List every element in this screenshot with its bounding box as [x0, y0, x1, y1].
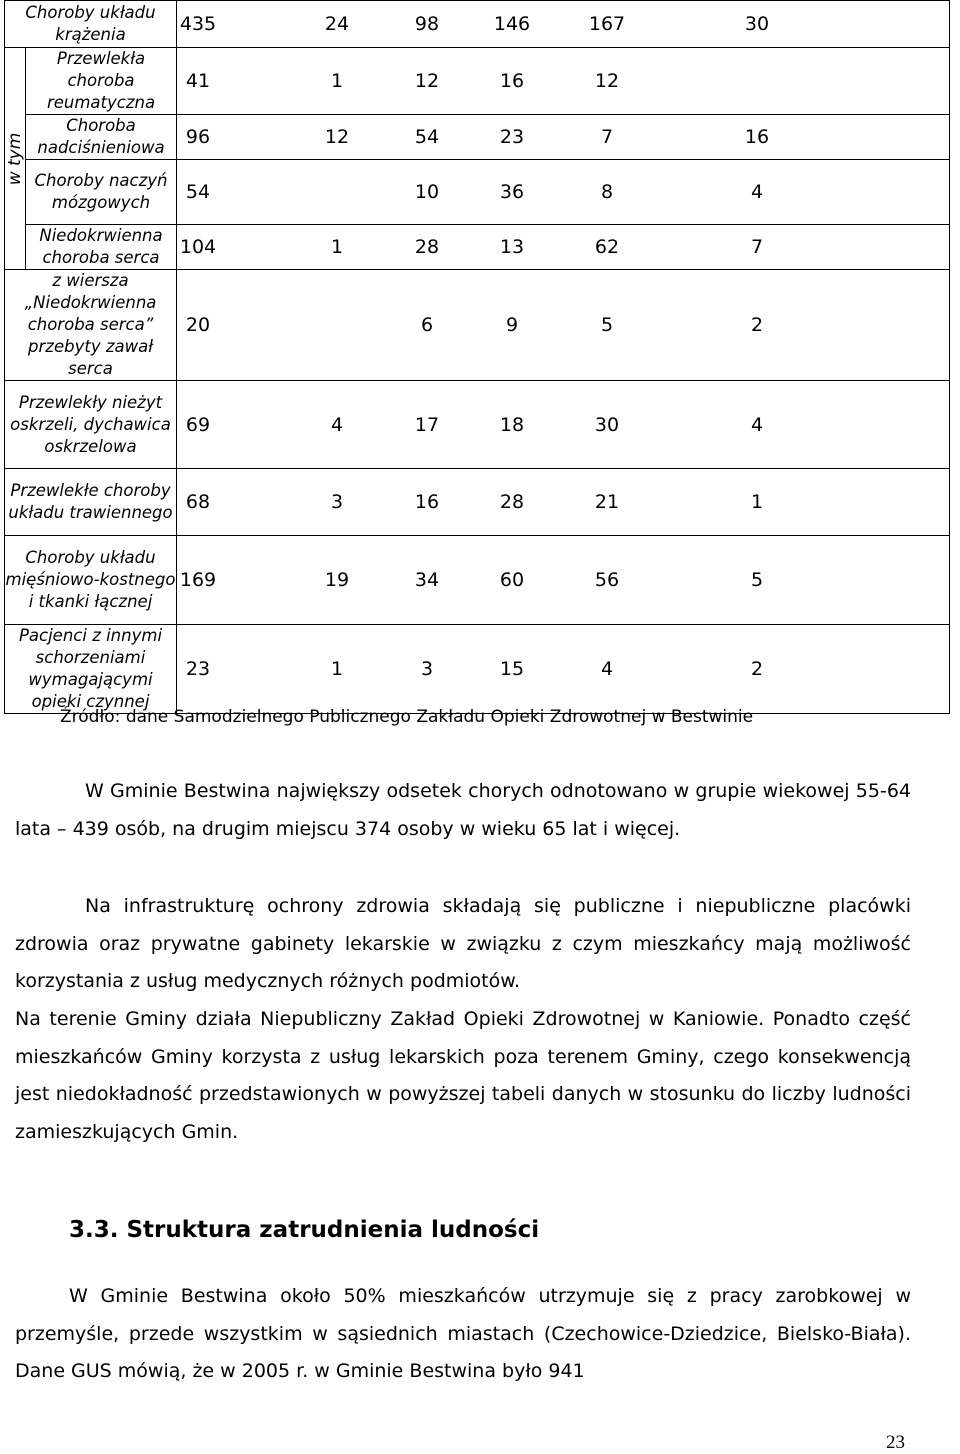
row-values [177, 160, 950, 225]
row-label: Choroba nadciśnieniowa [26, 115, 177, 160]
value-cell: 4 [600, 658, 614, 680]
row-values [177, 625, 950, 714]
value-cell: 104 [179, 236, 217, 258]
paragraph-2-text: Na infrastrukturę ochrony zdrowia składają się publiczne i niepubliczne placówki zdrowia oraz prywatne gabinety lekarskie w związku z czym mieszkańcy mają możliwość korzystania z usług medycznych różnych podmiotów. [15, 895, 911, 992]
value-cell: 10 [414, 181, 440, 203]
row-label: Przewlekła choroba reumatyczna [26, 48, 177, 115]
value-cell: 4 [330, 413, 344, 436]
value-cell: 30 [744, 13, 770, 35]
value-cell: 19 [324, 569, 350, 591]
value-cell: 4 [750, 181, 764, 203]
value-cell: 167 [588, 13, 626, 35]
value-cell: 28 [414, 236, 440, 258]
value-cell: 146 [493, 13, 531, 35]
value-cell: 28 [499, 491, 525, 513]
value-cell: 54 [414, 126, 440, 148]
value-cell: 4 [750, 413, 764, 436]
value-cell: 2 [750, 314, 764, 336]
paragraph-3: Na terenie Gminy działa Niepubliczny Zakład Opieki Zdrowotnej w Kaniowie. Ponadto część mieszkańców Gminy korzysta z usług lekarskich poza terenem Gminy, czego konsekwencją jest niedokładność przedstawionych w powyższej tabeli danych w stosunku do liczby ludności zamieszkujących Gmin. [15, 1008, 911, 1143]
value-cell: 69 [185, 413, 211, 436]
value-cell: 9 [505, 314, 519, 336]
value-cell: 23 [185, 658, 211, 680]
table-row [5, 48, 950, 115]
value-cell: 13 [499, 236, 525, 258]
table-row [5, 115, 950, 160]
value-cell: 8 [600, 181, 614, 203]
row-values [177, 536, 950, 625]
value-cell: 3 [420, 658, 434, 680]
section-heading: 3.3. Struktura zatrudnienia ludności [69, 1217, 540, 1243]
value-cell: 7 [750, 236, 764, 258]
value-cell: 5 [750, 569, 764, 591]
row-values [177, 48, 950, 115]
row-label: Pacjenci z innymi schorzeniami wymagającymi opieki czynnej [5, 625, 177, 714]
table-row [5, 270, 950, 381]
table-row [5, 160, 950, 225]
value-cell: 36 [499, 181, 525, 203]
value-cell: 1 [330, 236, 344, 258]
table-source: Źródło: dane Samodzielnego Publicznego Zakładu Opieki Zdrowotnej w Bestwinie [60, 707, 754, 727]
row-label: Przewlekłe choroby układu trawiennego [5, 469, 177, 536]
value-cell: 16 [499, 70, 525, 92]
table-row [5, 625, 950, 714]
value-cell: 21 [594, 491, 620, 513]
value-cell: 18 [499, 413, 525, 436]
value-cell: 7 [600, 126, 614, 148]
value-cell: 41 [185, 70, 211, 92]
value-cell: 12 [324, 126, 350, 148]
row-values [177, 1, 950, 48]
in-that-text: w tym [5, 132, 25, 185]
value-cell: 1 [330, 70, 344, 92]
table-row [5, 381, 950, 469]
row-label: Przewlekły nieżyt oskrzeli, dychawica oskrzelowa [5, 381, 177, 469]
value-cell: 435 [179, 13, 217, 35]
paragraph-2 [15, 888, 911, 1001]
value-cell: 30 [594, 413, 620, 436]
page-number: 23 [886, 1432, 905, 1453]
value-cell: 1 [330, 658, 344, 680]
row-values [177, 270, 950, 381]
value-cell: 1 [750, 491, 764, 513]
row-label: z wiersza „Niedokrwienna choroba serca” przebyty zawał serca [5, 270, 177, 381]
value-cell: 54 [185, 181, 211, 203]
paragraph-1-text: W Gminie Bestwina największy odsetek chorych odnotowano w grupie wiekowej 55-64 lata – 439 osób, na drugim miejscu 374 osoby w wieku 65 lat i więcej. [15, 780, 911, 840]
value-cell: 16 [744, 126, 770, 148]
value-cell: 20 [185, 314, 211, 336]
row-values [177, 469, 950, 536]
in-that-label [5, 48, 26, 270]
value-cell: 3 [330, 491, 344, 513]
row-label: Choroby układu krążenia [5, 1, 177, 48]
value-cell: 17 [414, 413, 440, 436]
value-cell: 60 [499, 569, 525, 591]
value-cell: 16 [414, 491, 440, 513]
row-values [177, 225, 950, 270]
value-cell: 56 [594, 569, 620, 591]
row-values [177, 381, 950, 469]
disease-table [4, 0, 950, 714]
value-cell: 12 [414, 70, 440, 92]
value-cell: 68 [185, 491, 211, 513]
value-cell: 12 [594, 70, 620, 92]
row-label: Choroby układu mięśniowo-kostnego i tkanki łącznej [5, 536, 177, 625]
paragraph-1 [15, 773, 911, 848]
table-row [5, 469, 950, 536]
value-cell: 24 [324, 13, 350, 35]
value-cell: 62 [594, 236, 620, 258]
table-row [5, 536, 950, 625]
value-cell: 23 [499, 126, 525, 148]
paragraph-4 [15, 1278, 911, 1391]
value-cell: 96 [185, 126, 211, 148]
value-cell: 15 [499, 658, 525, 680]
value-cell: 98 [414, 13, 440, 35]
value-cell: 6 [420, 314, 434, 336]
paragraph-4-text: W Gminie Bestwina około 50% mieszkańców utrzymuje się z pracy zarobkowej w przemyśle, przede wszystkim w sąsiednich miastach (Czechowice-Dziedzice, Bielsko-Biała). Dane GUS mówią, że w 2005 r. w Gminie Bestwina było 941 [15, 1285, 911, 1382]
row-values [177, 115, 950, 160]
value-cell: 5 [600, 314, 614, 336]
value-cell: 169 [179, 569, 217, 591]
row-label: Niedokrwienna choroba serca [26, 225, 177, 270]
table-row [5, 1, 950, 48]
value-cell: 34 [414, 569, 440, 591]
value-cell: 2 [750, 658, 764, 680]
row-label: Choroby naczyń mózgowych [26, 160, 177, 225]
table-row [5, 225, 950, 270]
